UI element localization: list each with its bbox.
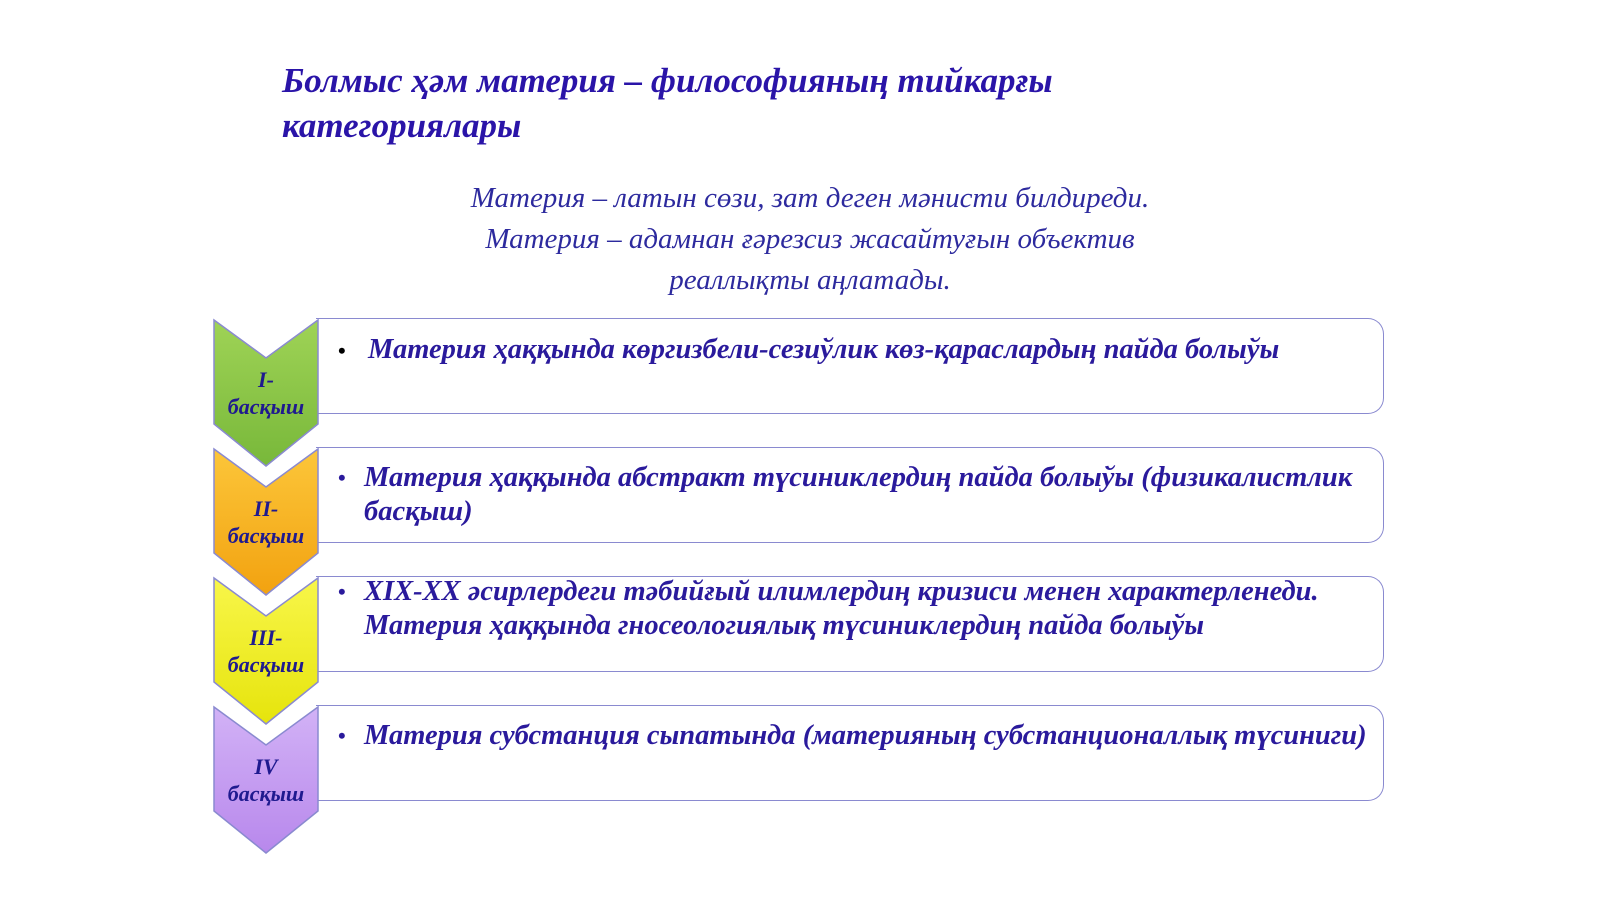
stage-1-label-word: басқыш [227,394,305,419]
stage-1-text: Материя ҳаққында көргизбели-сезиўлик көз-қараслардың пайда болыўы [368,334,1280,365]
stage-3-text: XIX-XX әсирлердеги тәбийғый илимлердиң кризиси менен характерленеди. Материя ҳаққында гносеологиялық түсиниклердиң пайда болыўы [364,576,1319,641]
stage-2-label-num: II- [253,496,279,521]
stage-2-chevron [212,447,320,597]
stage-4-box [316,705,1384,801]
stage-1-box [316,318,1384,414]
stage-4-bullet: • [338,723,346,748]
stage-4-label-word: басқыш [227,781,305,806]
slide-title-line-2: категориялары [282,106,522,145]
stage-3-bullet: • [338,579,346,604]
stage-1-chevron [212,318,320,468]
stage-1-bullet: • [338,338,346,363]
intro-line-2: Материя – адамнан ғәрезсиз жасайтуғын объектив [485,223,1135,255]
stage-3-label-word: басқыш [227,652,305,677]
stage-4-text: Материя субстанция сыпатында (материяның субстанционаллық түсиниги) [364,720,1367,751]
stage-2-box [316,447,1384,543]
stage-4-chevron [212,705,320,855]
stage-2-bullet: • [338,465,346,490]
stage-4-label-num: IV [254,754,278,779]
stage-3-box [316,576,1384,672]
intro-line-3: реаллықты аңлатады. [669,264,951,296]
stage-3-label-num: III- [249,625,283,650]
stage-2-text: Материя ҳаққында абстракт түсиниклердиң пайда болыўы (физикалистлик басқыш) [364,462,1353,527]
stage-3-chevron [212,576,320,726]
stage-2-label-word: басқыш [227,523,305,548]
intro-line-1: Материя – латын сөзи, зат деген мәнисти билдиреди. [470,182,1150,214]
stage-1-label-num: I- [258,367,274,392]
slide-title-line-1: Болмыс ҳәм материя – философияның тийкарғы [282,61,1053,100]
